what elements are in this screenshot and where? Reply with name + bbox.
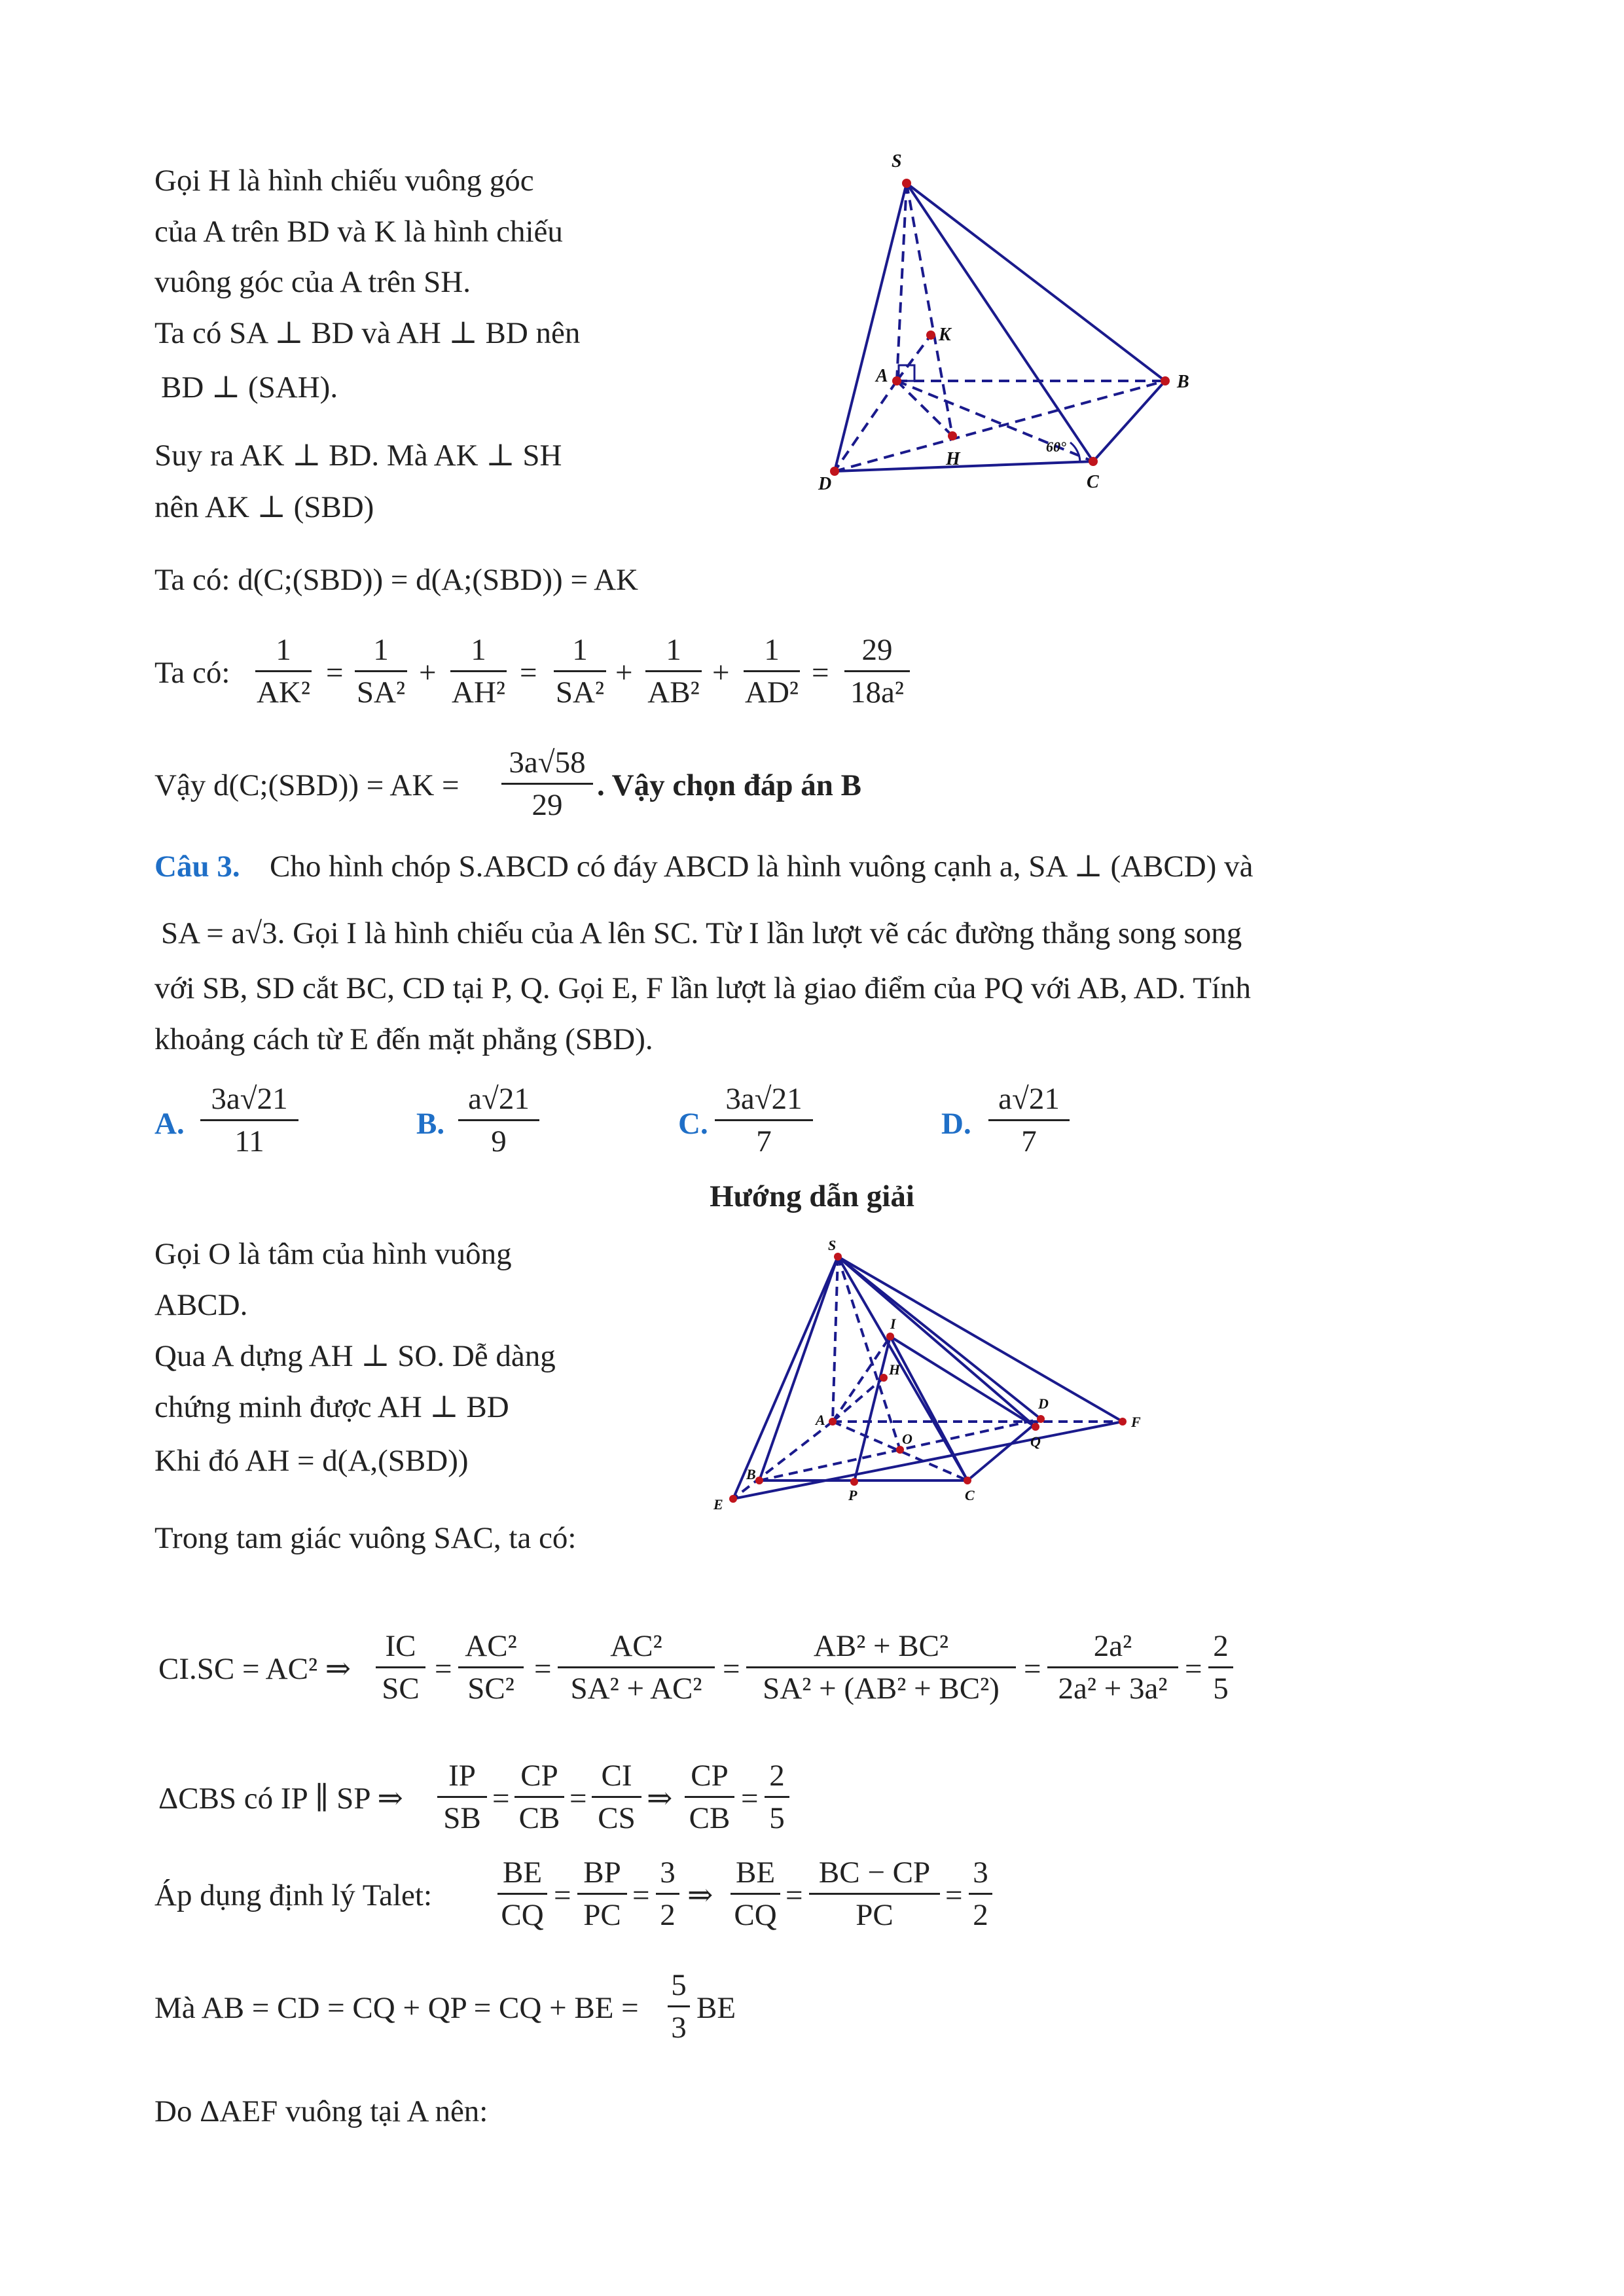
- eq4-frac-1: IC SC: [376, 1628, 425, 1706]
- point-P: [850, 1478, 858, 1486]
- para1-line5: BD ⊥ (SAH).: [161, 370, 338, 404]
- para1-line2: của A trên BD và K là hình chiếu: [154, 215, 563, 249]
- option-D-value: a√21 7: [988, 1081, 1070, 1159]
- eq3-frac: 3a√58 29: [501, 745, 593, 823]
- eq4-eq-5: =: [1185, 1652, 1202, 1686]
- eq6-frac-2: BP PC: [577, 1855, 627, 1933]
- eq5-eq-3: =: [741, 1782, 759, 1816]
- eq2-frac-3: 1 AH²: [450, 632, 507, 710]
- eq2-prefix: Ta có:: [154, 656, 230, 690]
- eq2-op-3: =: [520, 656, 537, 690]
- eq4-frac-6: 2 5: [1208, 1628, 1233, 1706]
- last-line: Do ΔAEF vuông tại A nên:: [154, 2094, 488, 2128]
- eq2-frac-1: 1 AK²: [255, 632, 312, 710]
- solution-heading: Hướng dẫn giải: [710, 1179, 914, 1213]
- eq6-implies: ⇒: [687, 1878, 713, 1912]
- eq6-eq-3: =: [785, 1878, 803, 1912]
- eq2-frac-2: 1 SA²: [355, 632, 407, 710]
- para2-line6: Trong tam giác vuông SAC, ta có:: [154, 1521, 577, 1555]
- label-B: B: [746, 1466, 756, 1482]
- eq2-frac-5: 1 AB²: [645, 632, 702, 710]
- eq2-frac-6: 1 AD²: [744, 632, 800, 710]
- edge-SD: [838, 1257, 1041, 1419]
- eq5-lhs: ΔCBS có IP ∥ SP ⇒: [158, 1782, 403, 1816]
- eq6-eq-4: =: [945, 1878, 963, 1912]
- eq5-frac-5: 2 5: [765, 1758, 789, 1836]
- para2-line3: Qua A dựng AH ⊥ SO. Dễ dàng: [154, 1339, 556, 1373]
- eq1: Ta có: d(C;(SBD)) = d(A;(SBD)) = AK: [154, 563, 638, 597]
- eq5-frac-2: CP CB: [514, 1758, 564, 1836]
- eq2-op-5: +: [712, 656, 730, 690]
- eq4-lhs: CI.SC = AC² ⇒: [158, 1652, 352, 1686]
- label-S: S: [828, 1237, 837, 1253]
- point-B: [755, 1477, 763, 1484]
- eq4-eq-3: =: [723, 1652, 740, 1686]
- point-I: [886, 1333, 894, 1340]
- edge-SQ: [838, 1257, 1036, 1427]
- edge-DC: [835, 461, 1093, 471]
- eq6-frac-3: 3 2: [656, 1855, 679, 1933]
- eq7-lhs: Mà AB = CD = CQ + QP = CQ + BE =: [154, 1991, 639, 2025]
- label-F: F: [1131, 1414, 1141, 1430]
- edge-SF: [838, 1257, 1123, 1422]
- option-A-letter: A.: [154, 1107, 185, 1141]
- pyramid-figure-1: [805, 144, 1211, 511]
- label-Q: Q: [1030, 1433, 1041, 1450]
- para2-line5: Khi đó AH = d(A,(SBD)): [154, 1444, 469, 1478]
- question-line3: với SB, SD cắt BC, CD tại P, Q. Gọi E, F lần lượt là giao điểm của PQ với AB, AD. Tính: [154, 971, 1251, 1005]
- para1-line7: nên AK ⊥ (SBD): [154, 490, 374, 524]
- label-A: A: [816, 1412, 825, 1428]
- eq4-eq-4: =: [1024, 1652, 1041, 1686]
- label-D: D: [818, 474, 832, 494]
- eq2-op-6: =: [812, 656, 829, 690]
- eq5-eq-1: =: [492, 1782, 510, 1816]
- eq3-prefix: Vậy d(C;(SBD)) = AK =: [154, 768, 460, 802]
- edge-IP: [854, 1336, 890, 1482]
- point-Q: [1032, 1423, 1039, 1431]
- label-H: H: [946, 449, 960, 469]
- option-C-value: 3a√21 7: [715, 1081, 813, 1159]
- question-line1: Cho hình chóp S.ABCD có đáy ABCD là hình vuông cạnh a, SA ⊥ (ABCD) và: [270, 850, 1254, 884]
- para1-line6: Suy ra AK ⊥ BD. Mà AK ⊥ SH: [154, 439, 562, 473]
- edge-IQ: [890, 1336, 1036, 1427]
- eq4-frac-4: AB² + BC² SA² + (AB² + BC²): [746, 1628, 1016, 1706]
- edge-SD: [835, 183, 907, 471]
- point-A: [829, 1418, 837, 1426]
- option-C-letter: C.: [678, 1107, 708, 1141]
- point-B: [1161, 376, 1170, 386]
- para1-line4: Ta có SA ⊥ BD và AH ⊥ BD nên: [154, 316, 581, 350]
- eq6-eq-2: =: [632, 1878, 650, 1912]
- eq4-eq-1: =: [435, 1652, 452, 1686]
- label-E: E: [713, 1496, 723, 1512]
- point-F: [1119, 1418, 1127, 1426]
- eq6-frac-4: BE CQ: [731, 1855, 780, 1933]
- eq6-frac-5: BC − CP PC: [809, 1855, 940, 1933]
- eq7-tail: BE: [696, 1991, 736, 2025]
- label-S: S: [892, 151, 902, 171]
- label-P: P: [848, 1487, 857, 1503]
- eq4-frac-3: AC² SA² + AC²: [558, 1628, 715, 1706]
- eq5-frac-4: CP CB: [685, 1758, 734, 1836]
- eq6-frac-6: 3 2: [969, 1855, 992, 1933]
- label-I: I: [890, 1316, 896, 1332]
- para2-line4: chứng minh được AH ⊥ BD: [154, 1390, 509, 1424]
- pyramid-figure-2: [694, 1230, 1165, 1512]
- eq7-frac: 5 3: [668, 1967, 690, 2045]
- eq5-implies: ⇒: [647, 1782, 673, 1816]
- edge-EF: [733, 1422, 1123, 1499]
- option-B-letter: B.: [416, 1107, 445, 1141]
- label-A: A: [876, 366, 888, 386]
- option-B-value: a√21 9: [458, 1081, 539, 1159]
- label-C: C: [965, 1487, 975, 1503]
- point-C: [1089, 457, 1098, 466]
- point-C: [964, 1477, 971, 1484]
- question-label: Câu 3.: [154, 850, 240, 884]
- point-D: [1037, 1415, 1045, 1423]
- para1-line3: vuông góc của A trên SH.: [154, 265, 471, 299]
- eq2-op-4: +: [615, 656, 633, 690]
- edge-SB: [759, 1257, 838, 1480]
- eq6-eq-1: =: [554, 1878, 571, 1912]
- edge-SB: [907, 183, 1165, 381]
- point-H: [948, 431, 957, 440]
- label-O: O: [902, 1431, 912, 1447]
- eq5-eq-2: =: [569, 1782, 587, 1816]
- edge-SA: [833, 1257, 838, 1422]
- label-angle: 60°: [1046, 439, 1066, 455]
- eq6-frac-1: BE CQ: [497, 1855, 547, 1933]
- edge-SE: [733, 1257, 838, 1499]
- question-line2: SA = a√3. Gọi I là hình chiếu của A lên SC. Từ I lần lượt vẽ các đường thẳng song song: [161, 916, 1242, 950]
- eq2-frac-7: 29 18a²: [844, 632, 910, 710]
- label-K: K: [939, 325, 951, 345]
- eq6-lhs: Áp dụng định lý Talet:: [154, 1878, 433, 1912]
- label-C: C: [1087, 472, 1099, 492]
- point-A: [892, 376, 901, 386]
- eq5-frac-1: IP SB: [437, 1758, 487, 1836]
- label-B: B: [1177, 372, 1189, 392]
- para2-line1: Gọi O là tâm của hình vuông: [154, 1237, 512, 1271]
- point-H: [880, 1374, 888, 1382]
- eq4-frac-5: 2a² 2a² + 3a²: [1047, 1628, 1178, 1706]
- option-A-value: 3a√21 11: [200, 1081, 298, 1159]
- para2-line2: ABCD.: [154, 1288, 248, 1322]
- para1-line1: Gọi H là hình chiếu vuông góc: [154, 164, 534, 198]
- eq4-eq-2: =: [534, 1652, 552, 1686]
- eq2-op-1: =: [326, 656, 344, 690]
- label-D: D: [1038, 1395, 1049, 1412]
- eq3-conclusion: . Vậy chọn đáp án B: [597, 768, 861, 802]
- point-S: [834, 1253, 842, 1261]
- eq5-frac-3: CI CS: [592, 1758, 641, 1836]
- question-line4: khoảng cách từ E đến mặt phẳng (SBD).: [154, 1022, 653, 1056]
- option-D-letter: D.: [941, 1107, 971, 1141]
- edge-CB: [1093, 381, 1165, 461]
- eq2-frac-4: 1 SA²: [554, 632, 606, 710]
- point-E: [729, 1495, 737, 1503]
- label-H: H: [889, 1361, 901, 1378]
- edge-DB: [835, 381, 1165, 471]
- eq4-frac-2: AC² SC²: [458, 1628, 524, 1706]
- point-K: [926, 331, 935, 340]
- eq2-op-2: +: [419, 656, 437, 690]
- edge-AE: [733, 1422, 833, 1499]
- point-S: [902, 179, 911, 188]
